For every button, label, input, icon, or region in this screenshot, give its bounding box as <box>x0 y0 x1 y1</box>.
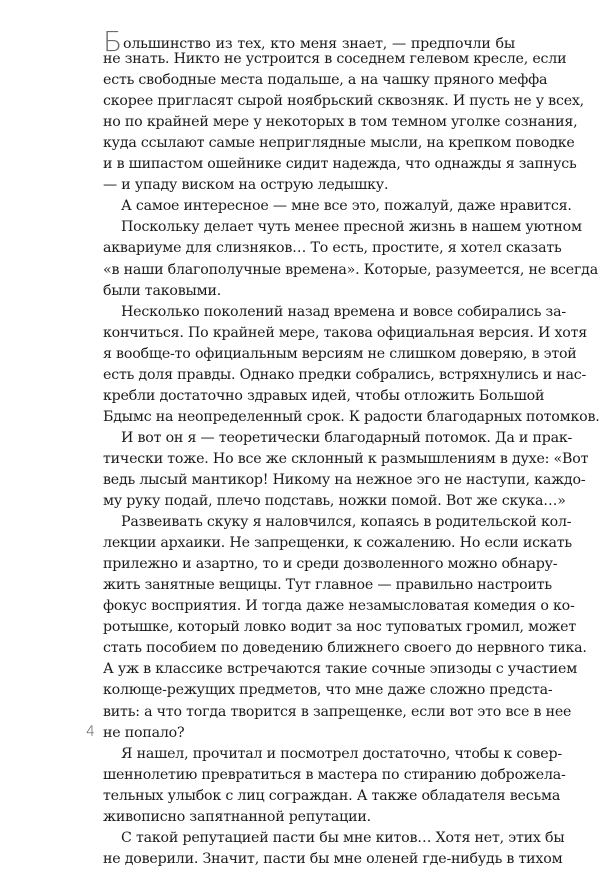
body-text <box>103 25 600 870</box>
text-line-content: жить занятные вещицы. Тут главное — правильно настроить <box>103 577 552 594</box>
text-line <box>103 723 515 744</box>
text-line-content: Несколько поколений назад времена и вовсе собирались за- <box>121 303 566 320</box>
text-line-content: Я нашел, прочитал и посмотрел достаточно, чтобы к совер- <box>121 745 562 762</box>
text-line <box>103 323 588 344</box>
text-line-content: есть доля правды. Однако предки собрались, встряхнулись и нас- <box>103 366 587 383</box>
text-line <box>103 702 572 723</box>
text-line <box>103 70 548 91</box>
text-line-content: Поскольку делает чуть менее пресной жизнь в нашем уютном <box>121 219 582 236</box>
text-line-content: были таковыми. <box>103 282 222 299</box>
text-line <box>103 470 586 491</box>
text-line-content: ротышке, который ловко водит за нос туповатых громил, может <box>103 619 577 636</box>
text-line-content: Бдымс на неопределенный срок. К радости благодарных потомков. <box>103 408 600 425</box>
text-line <box>103 596 575 617</box>
text-line-content: не доверили. Значит, пасти бы мне оленей где-нибудь в тихом <box>103 850 563 867</box>
text-line-content: лекции архаики. Не запрещенки, к сожалению. Но если искать <box>103 535 572 552</box>
text-line-content: аквариуме для слизняков… То есть, простите, я хотел сказать <box>103 240 562 257</box>
text-line <box>103 365 587 386</box>
text-line <box>103 112 578 133</box>
text-line <box>103 196 572 217</box>
text-line <box>103 744 562 765</box>
text-line <box>103 25 515 58</box>
text-line-content: я вообще-то официальным версиям не слишком доверяю, в этой <box>103 345 577 362</box>
text-line-content: фокус восприятия. И тогда даже незамысловатая комедия о ко- <box>103 598 575 615</box>
text-line-content: тически тоже. Но все же склонный к размышлениям в духе: «Вот <box>103 450 589 467</box>
text-line <box>103 617 577 638</box>
text-line-content: кончиться. По крайней мере, такова официальная версия. И хотя <box>103 324 588 341</box>
text-line <box>103 638 587 659</box>
text-line <box>103 91 584 112</box>
text-line <box>103 554 558 575</box>
text-line-content: вить: а что тогда творится в запрещенке, если вот это все в нее <box>103 703 572 720</box>
text-line <box>103 807 515 828</box>
text-line <box>103 659 578 680</box>
text-line-content: А уж в классике встречаются такие сочные эпизоды с участием <box>103 661 578 678</box>
text-line <box>103 680 553 701</box>
text-line <box>103 449 589 470</box>
text-line <box>103 512 572 533</box>
text-line-content: «в наши благополучные времена». Которые, разумеется, не всегда <box>103 261 598 278</box>
text-line-content: и в шипастом ошейнике сидит надежда, что однажды я запнусь <box>103 156 577 173</box>
text-line-content: Развеивать скуку я наловчился, копаясь в родительской кол- <box>121 514 572 531</box>
text-line <box>103 154 577 175</box>
text-line <box>103 302 566 323</box>
text-line-content: тельных улыбок с лиц сограждан. А также обладателя весьма <box>103 787 561 804</box>
text-line-content: му руку подай, плечо подставь, ножки помой. Вот же скука…» <box>103 493 566 510</box>
text-line-content: скорее пригласят сырой ноябрьский сквозняк. И пусть не у всех, <box>103 93 584 110</box>
text-line <box>103 428 573 449</box>
text-line-content: А самое интересное — мне все это, пожалуй, даже нравится. <box>121 198 572 215</box>
text-line <box>103 260 598 281</box>
text-line <box>103 175 515 196</box>
text-line <box>103 217 582 238</box>
text-line <box>103 281 515 302</box>
text-line <box>103 765 566 786</box>
text-line <box>103 849 563 870</box>
text-line <box>103 49 567 70</box>
text-line-content: И вот он я — теоретически благодарный потомок. Да и прак- <box>121 429 573 446</box>
text-line-content: не попало? <box>103 724 185 741</box>
text-line-content: шеннолетию превратиться в мастера по стиранию доброжела- <box>103 766 566 783</box>
text-line <box>103 407 600 428</box>
text-line-content: — и упаду виском на острую ледышку. <box>103 177 389 194</box>
text-line-content: колюще-режущих предметов, что мне даже сложно предста- <box>103 682 553 699</box>
text-line-content: живописно запятнанной репутации. <box>103 808 371 825</box>
text-line-content: С такой репутацией пасти бы мне китов… Хотя нет, этих бы <box>121 829 565 846</box>
text-line-content: но по крайней мере у некоторых в том темном уголке сознания, <box>103 114 578 131</box>
text-line <box>103 575 552 596</box>
text-line-content: есть свободные места подальше, а на чашку пряного меффа <box>103 72 548 89</box>
text-line <box>103 491 566 512</box>
text-line <box>103 786 561 807</box>
text-line-content: ольшинство из тех, кто меня знает, — предпочли бы <box>123 36 515 52</box>
text-line-content: кребли достаточно здравых идей, чтобы отложить Большой <box>103 387 545 404</box>
text-line-content: ведь лысый мантикор! Никому на нежное эго не наступи, каждо- <box>103 471 586 488</box>
text-line <box>103 386 545 407</box>
text-line-content: не знать. Никто не устроится в соседнем гелевом кресле, если <box>103 51 567 68</box>
text-line-content: куда ссылают самые неприглядные мысли, на крепком поводке <box>103 135 575 152</box>
text-line-content: стать пособием по доведению ближнего своего до нервного тика. <box>103 640 587 657</box>
text-line <box>103 344 577 365</box>
text-line <box>103 238 562 259</box>
text-line-content: прилежно и азартно, то и среди дозволенного можно обнару- <box>103 556 558 573</box>
drop-cap: Б <box>103 25 123 58</box>
text-line <box>103 533 572 554</box>
text-line <box>103 133 575 154</box>
text-line <box>103 828 565 849</box>
page-number: 4 <box>86 724 95 740</box>
